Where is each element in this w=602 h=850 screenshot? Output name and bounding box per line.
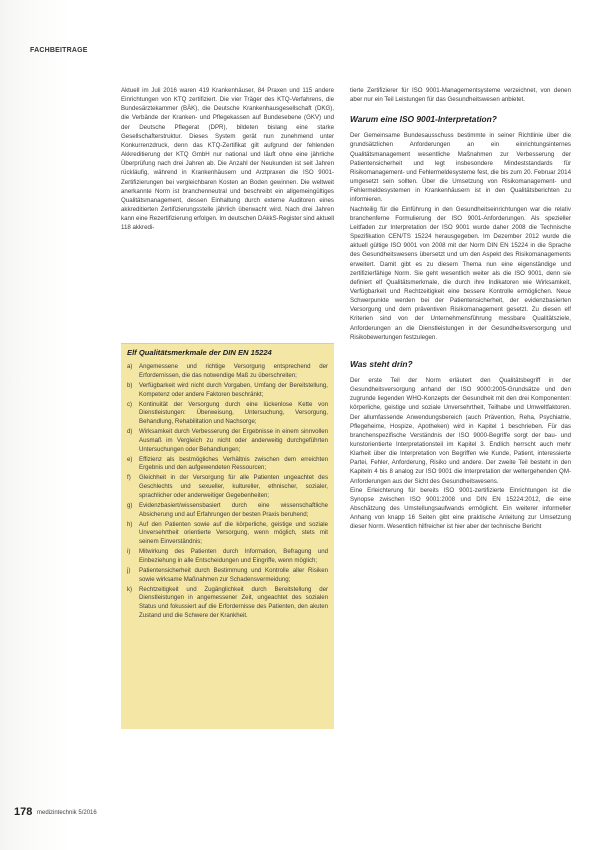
page-number: 178 [14, 806, 33, 818]
item-letter: d) [127, 428, 133, 436]
item-text: Patientensicherheit durch Bestimmung und Kontrolle aller Risiken sowie wirksame Maßnahmen zur Schadensvermeidung; [139, 566, 328, 583]
list-item [127, 521, 328, 547]
item-text: Angemessene und richtige Versorgung entsprechend der Erfordernissen, die das notwendige Maß zu überschreiten; [139, 363, 328, 379]
box-title: Elf Qualitätsmerkmale der DIN EN 15224 [127, 348, 272, 357]
list-item [127, 502, 328, 519]
item-text: Kontinuität der Versorgung durch eine lückenlose Kette von Dienstleistungen: Überweisung, Untersuchung, Versorgung, Behandlung, Rehabilitation und Nachsorge; [139, 400, 328, 425]
item-text: Wirksamkeit durch Verbesserung der Ergebnisse in einem sinnvollen Ausmaß im Vergleich zu nicht oder anderweitig durchgeführten Untersuchungen oder Behandlungen; [139, 428, 328, 453]
item-letter: h) [127, 520, 133, 528]
section-label: FACHBEITRAGE [30, 47, 88, 54]
right-paragraph-2: Nachteilig für die Einführung in den Gesundheitseinrichtungen war die relativ branchenferne Formulierung der ISO 9001-Anforderungen. Als spezieller Leitfaden zur Interpretation der ISO 9001 wurde daher 2008 die Technische Spezifikation CEN/TS 15224 herausgegeben. Im Dezember 2012 wurde die aktuell gültige ISO 9001 von 2008 mit der Norm DIN EN 15224 in die Sprache des Gesundheitswesens übersetzt und um den Aspekt des Risikomanagements erweitert. Damit gibt es zu diesem Thema nun eine eigenständige und zertifizierfähige Norm. Sie geht wesentlich weiter als die ISO 9001, denn sie definiert elf Qualitätsmerkmale, die durch ihre Indikatoren wie Wirksamkeit, Verfügbarkeit und Rechtzeitigkeit eine bessere Kontrolle ermöglichen. Neue Schwerpunkte werden bei der Patientensicherheit, der evidenzbasierten Versorgung und dem präventiven Risikomanagement gesetzt. Zu diesen elf Kriterien sind von der Unternehmensführung messbare Qualitätsziele, Anforderungen an die Dienstleistungen in der Gesundheitsversorgung und Risikobewertungen festzulegen. [350, 205, 571, 341]
heading-why-iso: Warum eine ISO 9001-Interpretation? [350, 114, 497, 125]
left-column [121, 86, 334, 233]
item-letter: a) [127, 363, 133, 370]
right-paragraph-3: Der erste Teil der Norm erläutert den Qualitätsbegriff in der Gesundheitsversorgung anhand der ISO 9000:2005-Grundsätze und den zugrunde liegenden WHO-Konzepts der Gesundheit mit den drei Komponenten: körperliche, geistige und soziale Unversehrtheit, Teilhabe und Umweltfaktoren. Der allumfassende Anwendungsbereich (auch Prävention, Reha, Psychiatrie, Pflegeheime, Hospize, Apotheken) wird in Kapitel 1 beschrieben. Für das branchenspezifische Verständnis der ISO 9000-Begriffe sorgt der bau- und kunstorientierte Interpretationsteil im Kapitel 3. Endlich herrscht auch mehr Klarheit über die Interpretation von Begriffen wie Kunde, Patient, interessierte Partei, Fehler, Anforderung, Risiko und andere. Der zweite Teil besteht in den Kapiteln 4 bis 8 analog zur ISO 9001 die Interpretation der weltergehenden QM-Anforderungen aus der Sicht des Gesundheitswesens. [350, 376, 571, 485]
item-text: Rechtzeitigkeit und Zugänglichkeit durch Bereitstellung der Dienstleistungen in angemessener Zeit, ungeachtet des sozialen Status und fokussiert auf die Erfordernisse des Patienten, den akuten Zustand und die Schwere der Krankheit. [139, 585, 328, 619]
right-paragraph-1: Der Gemeinsame Bundesausschuss bestimmte in seiner Richtlinie über die grundsätzlichen Anforderungen an ein einrichtungsinternes Qualitätsmanagement wesentliche Maßnahmen zur Verbesserung der Patientensicherheit und legt insbesondere Mindeststandards für Risikomanagement- und Fehlermeldesysteme fest, die bis zum 20. Februar 2014 umgesetzt sein sollten. Über die Umsetzung von Risikomanagement- und Fehlermeldesystemen in Krankenhäusern ist in den Qualitätsberichten zu informieren. [350, 132, 571, 204]
right-intro: tierte Zertifizierer für ISO 9001-Managementsysteme verzeichnet, von denen aber nur ein Teil Leistungen für das Gesundheitswesen anbietet. [350, 87, 571, 104]
quality-criteria-box [121, 343, 334, 729]
item-letter: j) [127, 566, 131, 574]
publication-name: medizintechnik 5/2016 [37, 810, 97, 816]
list-item [127, 567, 328, 584]
list-item [127, 474, 328, 500]
heading-contents: Was steht drin? [350, 358, 413, 369]
right-paragraph-4: Eine Erleichterung für bereits ISO 9001-zertifizierte Einrichtungen ist die Synopse zwischen ISO 9001:2008 und DIN EN 15224:2012, die eine Abschätzung des Umstellungsaufwands ermöglicht. Ein weiterer informeller Anhang von knapp 16 Seiten gibt eine praktische Anleitung zur Umsetzung dieser Norm. Wesentlich hilfreicher ist hier aber der technische Bericht [350, 486, 571, 531]
item-text: Evidenzbasiert/wissensbasiert durch eine wissenschaftliche Absicherung und auf Erfahrungen der besten Praxis beruhend; [139, 501, 328, 518]
list-item [127, 401, 328, 427]
item-letter: k) [127, 585, 133, 593]
item-letter: i) [127, 548, 131, 556]
list-item [127, 548, 328, 565]
item-letter: g) [127, 501, 133, 509]
list-item [127, 456, 328, 473]
criteria-list [127, 363, 328, 622]
list-item [127, 586, 328, 621]
item-letter: f) [127, 474, 131, 482]
list-item [127, 363, 328, 380]
item-text: Gleichheit in der Versorgung für alle Patienten ungeachtet des Geschlechts und sexueller, kultureller, ethnischer, sozialer, sprachlicher oder anderweitiger Gegebenheiten; [139, 474, 328, 499]
item-text: Mitwirkung des Patienten durch Information, Befragung und Einbeziehung in alle Entscheidungen und Eingriffe, wenn möglich; [139, 548, 328, 564]
list-item [127, 382, 328, 399]
item-text: Auf den Patienten sowie auf die körperliche, geistige und soziale Unversehrtheit orientierte Versorgung, wenn möglich, stets mit seinem Einverständnis; [139, 520, 328, 546]
item-text: Effizienz als bestmögliches Verhältnis zwischen dem erreichten Ergebnis und den aufgewendeten Ressourcen; [139, 455, 328, 472]
list-item [127, 428, 328, 454]
item-letter: e) [127, 455, 133, 463]
right-column [350, 86, 571, 532]
item-letter: b) [127, 381, 133, 389]
left-paragraph: Aktuell im Juli 2016 waren 419 Krankenhäuser, 84 Praxen und 115 andere Einrichtungen von KTQ zertifiziert. Die vier Träger des KTQ-Verfahrens, die Bundesärztekammer (BÄK), die Deutsche Krankenhausgesellschaft (DKG), die Verbände der Kranken- und Pflegekassen auf Bundesebene (GKV) und der Deutsche Pflegerat (DPR), bildeten bislang eine starke Gesellschafterstruktur. Dieses System gerät nun zunehmend unter Konkurrenzdruck, denn das KTQ-Zertifikat gilt aufgrund der fehlenden Akkreditierung der KTQ GmbH nur national und läuft ohne eine jährliche Überprüfung nach drei Jahren ab. Die Anzahl der Neukunden ist seit Jahren rückläufig, während in Krankenhäusern und Arztpraxen die ISO 9001-Zertifizierungen bei vergleichbaren Kosten an Boden gewinnen. Die weltweit anerkannte Norm ist branchenneutral und beschreibt ein allgemeingültiges Qualitätsmanagement, dessen Einhaltung durch externe Auditoren eines akkreditierten Zertifizierungsstelle jährlich überwacht wird. Nach drei Jahren kann eine Rezertifizierung erfolgen. Im deutschen DAkkS-Register sind aktuell 118 akkredi- [121, 87, 334, 232]
item-letter: c) [127, 400, 133, 408]
item-text: Verfügbarkeit wird nicht durch Vorgaben, Umfang der Bereitstellung, Kompetenz oder andere Faktoren beschränkt; [139, 381, 328, 398]
